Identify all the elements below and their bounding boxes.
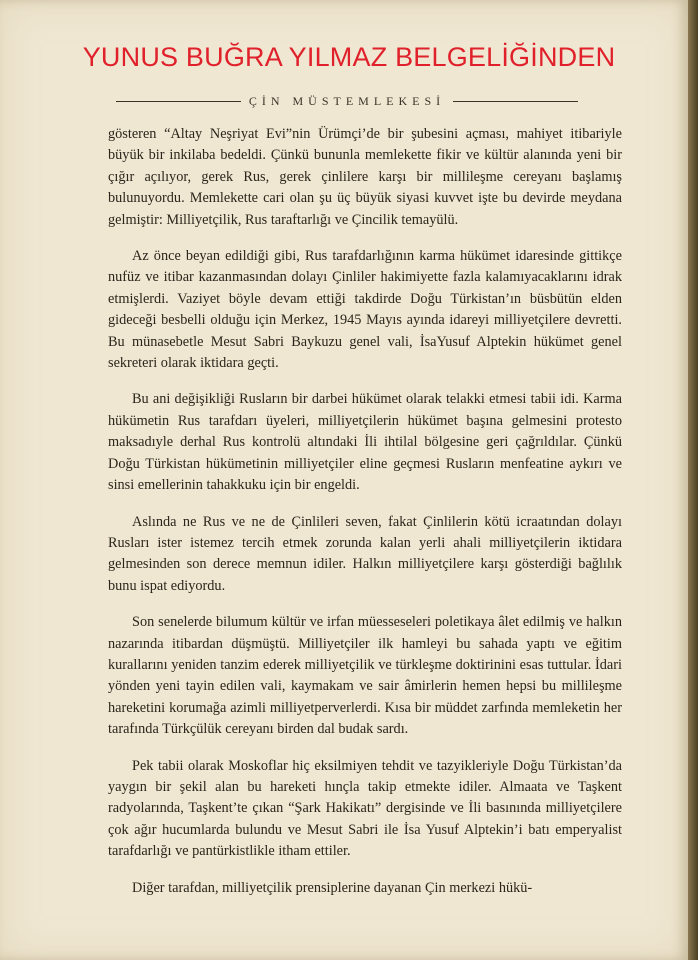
paragraph: Diğer tarafdan, milliyetçilik prensiplerine dayanan Çin merkezi hükü-	[132, 879, 533, 896]
body-text	[108, 124, 622, 899]
paragraph: Az önce beyan edildiği gibi, Rus tarafdarlığının karma hükümet idaresinde gittikçe nufüz ve itibar kazanmasından dolayı Çinliler hakimiyette fazla kalamıyacaklarını idrak etmişlerdi. Vaziyet böyle devam ettiği takdirde Doğu Türkistan’ın büsbütün elden gideceği besbelli olduğu için Merkez, 1945 Mayıs ayında idareyi milliyetçilere devretti. Bu münasebetle Mesut Sabri Baykuzu genel vali, İsaYusuf Alptekin hükümet genel sekreteri olarak iktidara geçti.	[108, 248, 622, 372]
header-rule-left	[116, 101, 241, 102]
paragraph: Pek tabii olarak Moskoflar hiç eksilmiyen tehdit ve tazyikleriyle Doğu Türkistan’da yaygın bir şekil alan bu hareketi hınçla takip etmekte idiler. Almaata ve Taşkent radyolarında, Taşkent’te çıkan “Şark Hakikatı” dergisinde ve İli basınında milliyetçilere çok ağır hucumlarda bulundu ve Mesut Sabri ile İsa Yusuf Alptekin’i batı emperyalist tarafdarlığı ve pantürkistlikle itham ettiler.	[108, 757, 622, 860]
header-rule-right	[453, 101, 578, 102]
paragraph: Bu ani değişikliği Rusların bir darbei hükümet olarak telakki etmesi tabii idi. Karma hükümetin Rus tarafdarı üyeleri, milliyetçilerin hükümet başına gelmesini protesto maksadıyle derhal Rus kontrolü altındaki İli ihtilal bölgesine geri çağrıldılar. Çünkü Doğu Türkistan hükümetinin milliyetçiler eline geçmesi Rusların menfeatine aykırı ve sinsi emellerinin tahakkuku için bir engeldi.	[108, 391, 622, 494]
paragraph: Aslında ne Rus ve ne de Çinlileri seven, fakat Çinlilerin kötü icraatından dolayı Rusları ister istemez tercih etmek zorunda kalan yerli ahali milliyetçilerin iktidara gelmesinden son derece memnun idiler. Halkın milliyetçilere karşı gösterdiği bağlılık bunu ispat ediyordu.	[108, 513, 622, 594]
running-head	[108, 94, 586, 109]
watermark-text: YUNUS BUĞRA YILMAZ BELGELİĞİNDEN	[82, 42, 616, 72]
paragraph: gösteren “Altay Neşriyat Evi”nin Ürümçi’de bir şubesini açması, mahiyet itibariyle büyük bir inkilaba bedeldi. Çünkü bununla memlekette fikir ve kültür alanında yeni bir çığır açılıyor, gerek Rus, gerek çinlilere karşı bir millileşme cereyanı başlamış bulunuyordu. Memlekette cari olan şu üç büyük siyasi kuvvet işte bu devirde meydana gelmiştir: Milliyetçilik, Rus taraftarlığı ve Çincilik temayülü.	[108, 126, 622, 228]
paragraph: Son senelerde bilumum kültür ve irfan müesseseleri poletikaya âlet edilmiş ve halkın nazarında itibardan düşmüştü. Milliyetçiler ilk hamleyi bu sahada yaptı ve eğitim kurallarını yeniden tanzim ederek milliyetçilik ve türkleşme doktirinini esas tuttular. İdari yönden yeni tayin edilen vali, kaymakam ve sair âmirlerin hemen hepsi bu millileşme hareketini korumağa azimli milliyetperverlerdi. Kısa bir müddet zarfında memleketin her tarafında Türkçülük cereyanı birden dal budak sardı.	[108, 614, 622, 738]
book-edge	[688, 0, 698, 960]
running-head-title: ÇİN MÜSTEMLEKESİ	[248, 94, 446, 108]
